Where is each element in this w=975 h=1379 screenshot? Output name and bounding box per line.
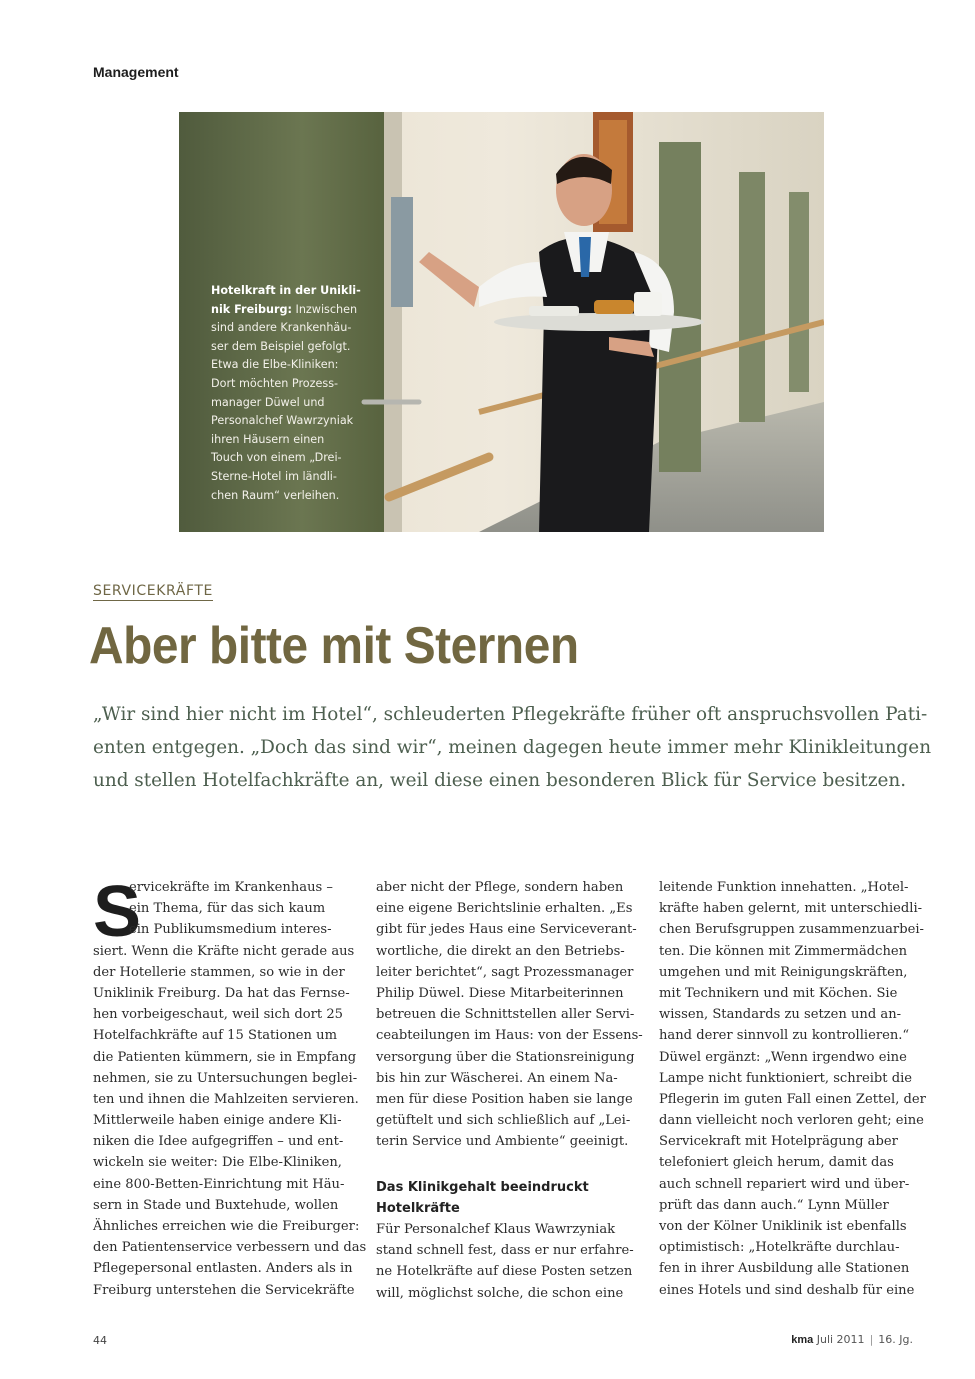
lead-line: und stellen Hotelfachkräfte an, weil diese einen besonderen Blick für Service besitzen. — [93, 770, 907, 791]
text-line: getüftelt und sich schließlich auf „Lei- — [376, 1113, 631, 1129]
text-column-3 — [659, 877, 926, 1301]
text-line: nehmen, sie zu Untersuchungen beglei- — [93, 1070, 358, 1086]
article-subhead — [376, 1177, 634, 1219]
text-line: wickeln sie weiter: Die Elbe-Kliniken, — [93, 1155, 342, 1171]
article-lead — [93, 698, 932, 797]
text-line: Für Personalchef Klaus Wawrzyniak — [376, 1222, 616, 1237]
drop-cap: S — [93, 872, 142, 952]
text-line: chen Berufsgruppen zusammenzuarbei- — [659, 922, 924, 938]
text-line: leitende Funktion innehatten. „Hotel- — [659, 880, 909, 895]
page-number: 44 — [93, 1334, 107, 1347]
caption-line: manager Düwel und — [211, 395, 325, 409]
text-line: Servicekraft mit Hotelprägung aber — [659, 1134, 898, 1150]
caption-bold-part: nik Freiburg: — [211, 302, 292, 316]
caption-line: sind andere Krankenhäu- — [211, 321, 352, 335]
text-line: hand derer sinnvoll zu kontrollieren.“ — [659, 1028, 910, 1044]
text-line: Pflegepersonal entlasten. Anders als in — [93, 1261, 353, 1277]
text-line: mit Technikern und mit Köchen. Sie — [659, 985, 898, 1001]
text-line: Hotelfachkräfte auf 15 Stationen um — [93, 1028, 338, 1044]
text-line: ein Publikumsmedium interes- — [129, 922, 332, 938]
text-line: Mittlerweile haben einige andere Kli- — [93, 1113, 342, 1129]
article-kicker: SERVICEKRÄFTE — [93, 583, 213, 599]
text-column-1 — [93, 872, 367, 1301]
text-line: optimistisch: „Hotelkräfte durchlau- — [659, 1240, 900, 1256]
text-line: bis hin zur Wäscherei. An einem Na- — [376, 1070, 618, 1086]
text-line: ne Hotelkräfte auf diese Posten setzen — [376, 1264, 633, 1280]
text-line: Freiburg unterstehen die Servicekräfte — [93, 1282, 355, 1298]
footer-issue — [791, 1333, 913, 1346]
caption-line: Touch von einem „Drei- — [211, 451, 342, 465]
text-line: eine eigene Berichtslinie erhalten. „Es — [376, 901, 633, 917]
text-line: ervicekräfte im Krankenhaus – — [129, 880, 333, 895]
footer-issue-date: Juli 2011 — [816, 1333, 865, 1346]
text-line: Düwel ergänzt: „Wenn irgendwo eine — [659, 1049, 907, 1065]
subhead-line: Hotelkräfte — [376, 1201, 460, 1216]
lead-line: „Wir sind hier nicht im Hotel“, schleuderten Pflegekräfte früher oft anspruchsvollen Pati- — [93, 704, 928, 725]
article-headline: Aber bitte mit Sternen — [89, 617, 579, 675]
text-line: Ähnliches erreichen wie die Freiburger: — [93, 1219, 360, 1234]
text-line: der Hotellerie stammen, so wie in der — [93, 964, 345, 980]
text-line: niken die Idee aufgegriffen – und ent- — [93, 1134, 344, 1150]
text-line: ten. Die können mit Zimmermädchen — [659, 943, 908, 959]
footer-separator: | — [869, 1333, 874, 1346]
caption-line: Dort möchten Prozess- — [211, 376, 339, 390]
text-line: terin Service und Ambiente“ geeinigt. — [376, 1134, 629, 1150]
caption-line: Sterne-Hotel im ländli- — [211, 469, 337, 483]
text-column-2b — [376, 1219, 634, 1304]
caption-line: Hotelkraft in der Unikli- — [211, 284, 361, 297]
text-line: die Patienten kümmern, sie in Empfang — [93, 1049, 357, 1065]
text-line: aber nicht der Pflege, sondern haben — [376, 880, 624, 895]
caption-line: ser dem Beispiel gefolgt. — [211, 339, 351, 353]
text-line: versorgung über die Stationsreinigung — [376, 1049, 635, 1065]
text-line: telefoniert gleich herum, damit das — [659, 1155, 894, 1171]
text-line: stand schnell fest, dass er nur erfahre- — [376, 1243, 634, 1259]
caption-line: nik Freiburg: Inzwischen — [211, 302, 358, 316]
caption-line: Etwa die Elbe-Kliniken: — [211, 358, 339, 372]
article-photo — [179, 112, 824, 532]
text-line: Uniklinik Freiburg. Da hat das Fernse- — [93, 985, 350, 1001]
text-line: gibt für jedes Haus eine Serviceverant- — [376, 922, 637, 938]
text-line: dann vielleicht noch verloren geht; eine — [659, 1113, 924, 1129]
text-line: kräfte haben gelernt, mit unterschiedli- — [659, 901, 923, 917]
text-line: eines Hotels und sind deshalb für eine — [659, 1282, 915, 1298]
text-line: hen vorbeigeschaut, weil sich dort 25 — [93, 1007, 344, 1023]
footer-volume: 16. Jg. — [878, 1333, 913, 1346]
text-line: umgehen und mit Reinigungskräften, — [659, 964, 908, 980]
text-line: wortliche, die direkt an den Betriebs- — [376, 943, 625, 959]
subhead-line: Das Klinikgehalt beeindruckt — [376, 1180, 589, 1195]
caption-line: chen Raum“ verleihen. — [211, 488, 340, 502]
footer-brand: kma — [791, 1334, 814, 1346]
text-line: ein Thema, für das sich kaum — [129, 901, 326, 917]
text-line: Pflegerin im guten Fall einen Zettel, der — [659, 1091, 926, 1107]
caption-line: Personalchef Wawrzyniak — [211, 414, 354, 428]
text-line: fen in ihrer Ausbildung alle Stationen — [659, 1261, 910, 1277]
lead-line: enten entgegen. „Doch das sind wir“, meinen dagegen heute immer mehr Klinikleitungen — [93, 737, 932, 758]
text-line: auch schnell repariert wird und über- — [659, 1176, 910, 1192]
text-line: wissen, Standards zu setzen und an- — [659, 1007, 902, 1023]
text-line: eine 800-Betten-Einrichtung mit Häu- — [93, 1176, 345, 1192]
text-line: Lampe nicht funktioniert, schreibt die — [659, 1070, 913, 1086]
text-line: prüft das dann auch.“ Lynn Müller — [659, 1197, 889, 1213]
text-line: siert. Wenn die Kräfte nicht gerade aus — [93, 943, 355, 959]
caption-line: ihren Häusern einen — [211, 432, 325, 446]
text-line: men für diese Position haben sie lange — [376, 1091, 633, 1107]
text-line: Philip Düwel. Diese Mitarbeiterinnen — [376, 985, 624, 1001]
text-line: betreuen die Schnittstellen aller Servi- — [376, 1007, 635, 1023]
text-line: leiter berichtet“, sagt Prozessmanager — [376, 964, 634, 980]
text-column-2a — [376, 877, 643, 1152]
text-line: ceabteilungen im Haus: von der Essens- — [376, 1028, 643, 1044]
text-line: will, möglichst solche, die schon eine — [376, 1285, 624, 1301]
section-label: Management — [93, 64, 179, 80]
text-line: den Patientenservice verbessern und das — [93, 1240, 367, 1256]
text-line: sern in Stade und Buxtehude, wollen — [93, 1197, 339, 1213]
text-line: ten und ihnen die Mahlzeiten servieren. — [93, 1091, 359, 1107]
photo-caption — [211, 282, 361, 505]
text-line: von der Kölner Uniklinik ist ebenfalls — [659, 1219, 907, 1234]
